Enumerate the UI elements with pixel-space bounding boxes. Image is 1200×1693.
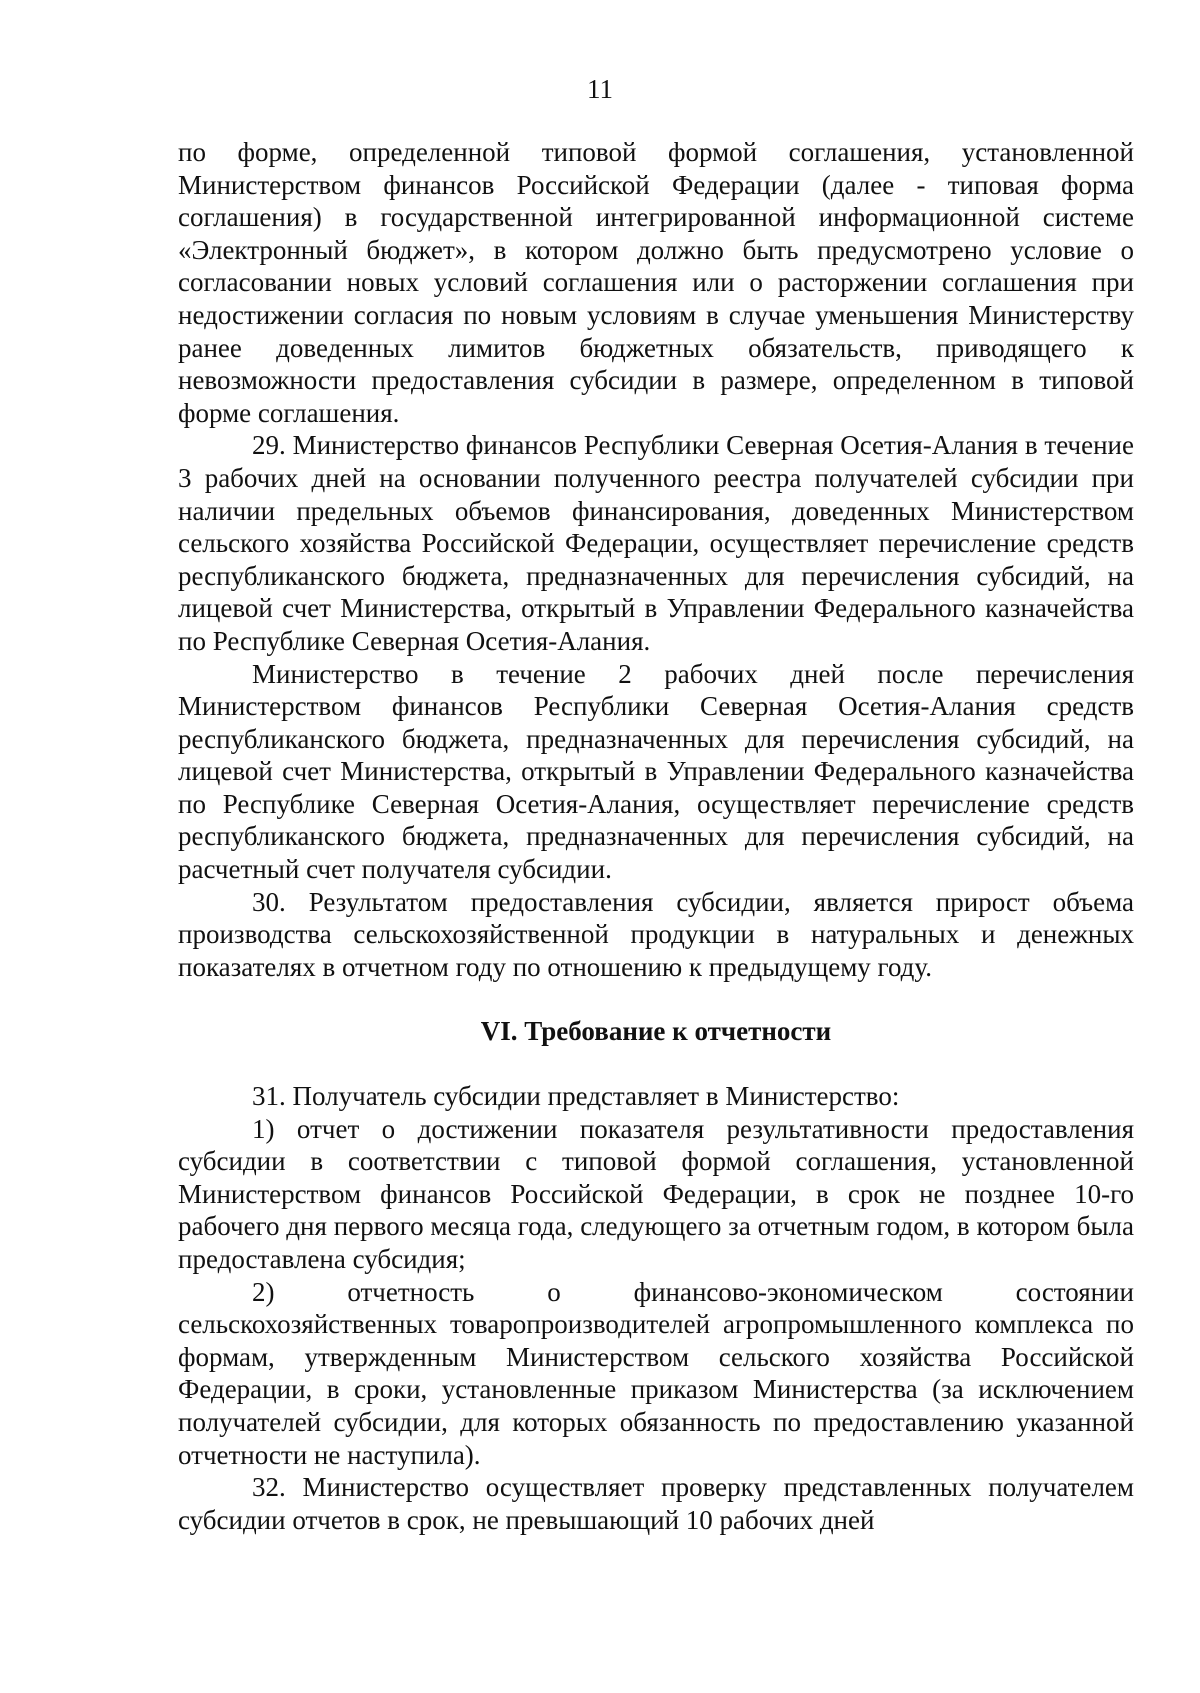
paragraph-31-item-1: 1) отчет о достижении показателя результативности предоставления субсидии в соответствии с типовой формой соглашения, установленной Министерством финансов Российской Федерации, в срок не позднее 10-го рабочего дня первого месяца года, следующего за отчетным годом, в котором была предоставлена субсидия; bbox=[178, 1113, 1134, 1274]
page-number: 11 bbox=[587, 74, 613, 104]
paragraph-32: 32. Министерство осуществляет проверку представленных получателем субсидии отчетов в срок, не превышающий 10 рабочих дней bbox=[178, 1472, 1134, 1535]
section-heading: VI. Требование к отчетности bbox=[480, 1016, 832, 1047]
paragraph-ministry-transfer: Министерство в течение 2 рабочих дней после перечисления Министерством финансов Республики Северная Осетия-Алания средств республиканского бюджета, предназначенных для перечисления субсидий, на лицевой счет Министерства, открытый в Управлении Федерального казначейства по Республике Северная Осетия-Алания, осуществляет перечисление средств республиканского бюджета, предназначенных для перечисления субсидий, на расчетный счет получателя субсидии. bbox=[178, 658, 1134, 885]
document-body bbox=[178, 136, 1134, 1536]
paragraph-continuation: по форме, определенной типовой формой соглашения, установленной Министерством финансов Российской Федерации (далее - типовая форма соглашения) в государственной интегрированной информационной системе «Электронный бюджет», в котором должно быть предусмотрено условие о согласовании новых условий соглашения или о расторжении соглашения при недостижении согласия по новым условиям в случае уменьшения Министерству ранее доведенных лимитов бюджетных обязательств, приводящего к невозможности предоставления субсидии в размере, определенном в типовой форме соглашения. bbox=[178, 137, 1134, 428]
paragraph-29: 29. Министерство финансов Республики Северная Осетия-Алания в течение 3 рабочих дней на основании полученного реестра получателей субсидии при наличии предельных объемов финансирования, доведенных Министерством сельского хозяйства Российской Федерации, осуществляет перечисление средств республиканского бюджета, предназначенных для перечисления субсидий, на лицевой счет Министерства, открытый в Управлении Федерального казначейства по Республике Северная Осетия-Алания. bbox=[178, 430, 1134, 656]
paragraph-31: 31. Получатель субсидии представляет в Министерство: bbox=[252, 1081, 900, 1112]
paragraph-30: 30. Результатом предоставления субсидии, является прирост объема производства сельскохозяйственной продукции в натуральных и денежных показателях в отчетном году по отношению к предыдущему году. bbox=[178, 886, 1134, 982]
paragraph-31-item-2: 2) отчетность о финансово-экономическом состоянии сельскохозяйственных товаропроизводителей агропромышленного комплекса по формам, утвержденным Министерством сельского хозяйства Российской Федерации, в сроки, установленные приказом Министерства (за исключением получателей субсидии, для которых обязанность по предоставлению указанной отчетности не наступила). bbox=[178, 1276, 1134, 1470]
